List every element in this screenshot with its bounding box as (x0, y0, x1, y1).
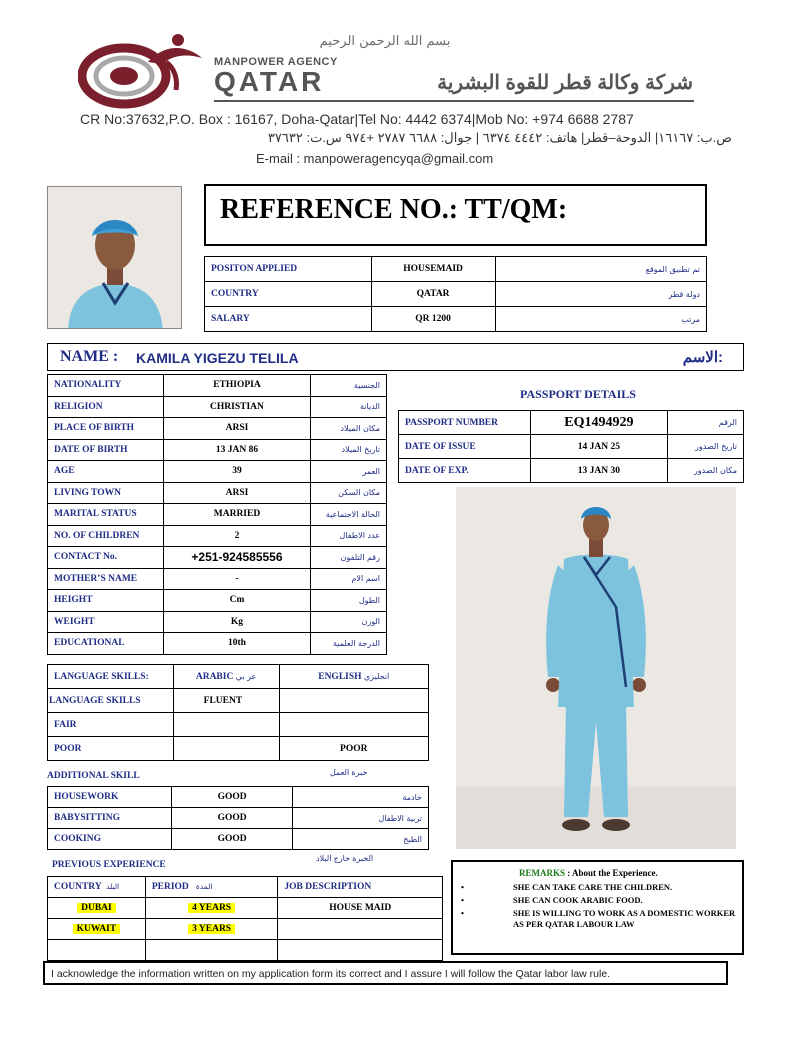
remarks-label: REMARKS (519, 868, 566, 878)
expiry-date-arabic: مكان الصدور (668, 459, 744, 483)
list-item: • SHE CAN COOK ARABIC FOOD. (459, 895, 737, 906)
table-row (399, 411, 744, 435)
personal-details-table (47, 374, 387, 655)
field-label: DATE OF BIRTH (48, 439, 164, 461)
remarks-title (519, 868, 658, 878)
table-row (48, 877, 443, 898)
table-row (48, 713, 429, 737)
table-row (48, 439, 387, 461)
skill-label: BABYSITTING (48, 808, 172, 829)
country-arabic: دولة قطر (495, 282, 706, 307)
english-header-arabic: انجليزي (363, 671, 390, 681)
salary-arabic: مرتب (495, 307, 706, 332)
field-arabic: مكان السكن (311, 482, 387, 504)
agency-subtitle: MANPOWER AGENCY (214, 56, 338, 68)
arabic-level (173, 737, 279, 761)
contact-email: E-mail : manpoweragencyqa@gmail.com (256, 151, 494, 166)
skill-label: HOUSEWORK (48, 787, 172, 808)
field-arabic: الطول (311, 590, 387, 612)
field-value: 13 JAN 86 (163, 439, 310, 461)
table-row (48, 568, 387, 590)
remarks-box (451, 860, 744, 955)
language-row-label: POOR (48, 737, 174, 761)
contact-line-arabic: ص.ب: ١٦١٦٧| الدوحة–قطر| هاتف: ٤٤٤٢ ٦٣٧٤ | جوال: ٦٦٨٨ ٢٧٨٧ +٩٧٤ س.ت: ٣٧٦٣٢ (267, 130, 732, 145)
country-header-text: COUNTRY (54, 882, 102, 892)
arabic-header-text: ARABIC (195, 671, 234, 682)
experience-country-empty (48, 940, 146, 961)
experience-period: 3 YEARS (188, 924, 235, 934)
table-row (48, 525, 387, 547)
field-value: 39 (163, 461, 310, 483)
arabic-level (173, 713, 279, 737)
skill-arabic: خادمة (293, 787, 429, 808)
passport-number-value: EQ1494929 (530, 411, 668, 435)
table-row (48, 504, 387, 526)
agency-logo (78, 32, 208, 112)
table-row (205, 257, 707, 282)
experience-country-cell (48, 898, 146, 919)
header-rule (214, 100, 694, 102)
experience-period: 4 YEARS (188, 903, 235, 913)
applicant-portrait-photo (47, 186, 182, 329)
field-value: ARSI (163, 482, 310, 504)
experience-period-empty (145, 940, 278, 961)
expiry-date-label: DATE OF EXP. (399, 459, 531, 483)
field-label: LIVING TOWN (48, 482, 164, 504)
skill-value: GOOD (171, 829, 293, 850)
country-label: COUNTRY (205, 282, 372, 307)
table-row (48, 611, 387, 633)
field-value: Kg (163, 611, 310, 633)
previous-experience-table (47, 876, 443, 961)
table-row (205, 307, 707, 332)
acknowledgement-statement: I acknowledge the information written on my application form its correct and I assure I will follow the Qatar labor law rule. (43, 961, 728, 985)
field-value: 10th (163, 633, 310, 655)
table-row (48, 547, 387, 569)
table-row (399, 459, 744, 483)
passport-number-arabic: الرقم (668, 411, 744, 435)
agency-name: QATAR (214, 66, 325, 97)
field-label: RELIGION (48, 396, 164, 418)
table-row (48, 418, 387, 440)
field-arabic: العمر (311, 461, 387, 483)
expiry-date-value: 13 JAN 30 (530, 459, 668, 483)
table-row (48, 919, 443, 940)
table-row (48, 787, 429, 808)
table-row (48, 461, 387, 483)
experience-period-cell (145, 919, 278, 940)
country-value: QATAR (371, 282, 495, 307)
bismillah-calligraphy: بسم الله الرحمن الرحيم (319, 34, 451, 49)
arabic-header-arabic: عر بي (235, 671, 257, 681)
field-label: MOTHER’S NAME (48, 568, 164, 590)
position-label: POSITON APPLIED (205, 257, 372, 282)
field-arabic: تاريخ الميلاد (311, 439, 387, 461)
table-row (48, 375, 387, 397)
period-header-arabic: المدة (195, 882, 213, 891)
skill-arabic: الطبخ (293, 829, 429, 850)
applicant-name: KAMILA YIGEZU TELILA (136, 350, 299, 366)
field-arabic: عدد الاطفال (311, 525, 387, 547)
remarks-subtitle: : About the Experience. (567, 868, 658, 878)
additional-skill-title-arabic: خبرة العمل (330, 768, 368, 777)
agency-name-arabic: شركة وكالة قطر للقوة البشرية (437, 72, 693, 94)
field-arabic: رقم التلفون (311, 547, 387, 569)
remarks-list (459, 882, 737, 932)
field-arabic: الدرجة العلمية (311, 633, 387, 655)
period-column-header (145, 877, 278, 898)
experience-job (278, 919, 443, 940)
table-row (48, 829, 429, 850)
table-row (48, 633, 387, 655)
field-arabic: الوزن (311, 611, 387, 633)
skill-arabic: تربية الاطفال (293, 808, 429, 829)
field-arabic: الجنسية (311, 375, 387, 397)
field-label: MARITAL STATUS (48, 504, 164, 526)
name-bar (47, 343, 744, 371)
skill-label: COOKING (48, 829, 172, 850)
issue-date-arabic: تاريخ الصدور (668, 435, 744, 459)
experience-country-cell (48, 919, 146, 940)
field-label: CONTACT No. (48, 547, 164, 569)
skill-value: GOOD (171, 787, 293, 808)
field-label: EDUCATIONAL (48, 633, 164, 655)
field-label: AGE (48, 461, 164, 483)
table-row (48, 940, 443, 961)
passport-number-label: PASSPORT NUMBER (399, 411, 531, 435)
country-header-arabic: البلد (106, 882, 120, 891)
applicant-full-body-photo (456, 487, 736, 849)
table-row (48, 898, 443, 919)
english-level (279, 689, 429, 713)
language-row-label: FAIR (48, 713, 174, 737)
salary-value: QR 1200 (371, 307, 495, 332)
field-arabic: اسم الام (311, 568, 387, 590)
list-item: • SHE CAN TAKE CARE THE CHILDREN. (459, 882, 737, 893)
name-label-arabic: الاسم: (682, 349, 723, 366)
english-level (279, 713, 429, 737)
experience-job-empty (278, 940, 443, 961)
field-value: 2 (163, 525, 310, 547)
field-value: ETHIOPIA (163, 375, 310, 397)
list-item: • SHE IS WILLING TO WORK AS A DOMESTIC WORKER AS PER QATAR LABOUR LAW (459, 908, 737, 930)
position-arabic: تم تطبيق الموقع (495, 257, 706, 282)
position-value: HOUSEMAID (371, 257, 495, 282)
period-header-text: PERIOD (151, 882, 189, 892)
salary-label: SALARY (205, 307, 372, 332)
contact-line-english: CR No:37632,P.O. Box : 16167, Doha-Qatar|Tel No: 4442 6374|Mob No: +974 6688 2787 (80, 111, 634, 127)
language-skills-table (47, 664, 429, 761)
field-label: PLACE OF BIRTH (48, 418, 164, 440)
field-arabic: الحالة الاجتماعية (311, 504, 387, 526)
field-arabic: الديانة (311, 396, 387, 418)
language-header-label: LANGUAGE SKILLS: (48, 665, 174, 689)
field-label: NATIONALITY (48, 375, 164, 397)
table-row (205, 282, 707, 307)
issue-date-value: 14 JAN 25 (530, 435, 668, 459)
field-label: WEIGHT (48, 611, 164, 633)
field-value: MARRIED (163, 504, 310, 526)
name-label: NAME : (60, 348, 119, 365)
table-row (399, 435, 744, 459)
field-label: HEIGHT (48, 590, 164, 612)
additional-skill-title: ADDITIONAL SKILL (47, 771, 140, 781)
table-row (48, 808, 429, 829)
field-value: - (163, 568, 310, 590)
previous-experience-title: PREVIOUS EXPERIENCE (52, 860, 166, 870)
experience-country: KUWAIT (73, 924, 121, 934)
table-row (48, 590, 387, 612)
english-header-text: ENGLISH (318, 671, 362, 682)
skill-value: GOOD (171, 808, 293, 829)
table-row (48, 737, 429, 761)
field-value: ARSI (163, 418, 310, 440)
previous-experience-title-arabic: الخبرة خارج البلاد (316, 854, 374, 863)
table-row (48, 396, 387, 418)
english-level: POOR (279, 737, 429, 761)
language-row-label: LANGUAGE SKILLS (48, 689, 174, 713)
field-value: CHRISTIAN (163, 396, 310, 418)
arabic-level: FLUENT (173, 689, 279, 713)
reference-box (204, 184, 707, 246)
position-table (204, 256, 707, 332)
arabic-column-header (173, 665, 279, 689)
contact-number: +251-924585556 (163, 547, 310, 569)
issue-date-label: DATE OF ISSUE (399, 435, 531, 459)
field-value: Cm (163, 590, 310, 612)
table-row (48, 689, 429, 713)
table-row (48, 482, 387, 504)
field-arabic: مكان الميلاد (311, 418, 387, 440)
passport-table (398, 410, 744, 483)
country-column-header (48, 877, 146, 898)
job-column-header: JOB DESCRIPTION (278, 877, 443, 898)
field-label: NO. OF CHILDREN (48, 525, 164, 547)
table-row (48, 665, 429, 689)
experience-job: HOUSE MAID (278, 898, 443, 919)
experience-period-cell (145, 898, 278, 919)
additional-skills-table (47, 786, 429, 850)
experience-country: DUBAI (77, 903, 116, 913)
english-column-header (279, 665, 429, 689)
passport-details-title: PASSPORT DETAILS (520, 387, 636, 401)
reference-number: REFERENCE NO.: TT/QM: (220, 194, 568, 225)
